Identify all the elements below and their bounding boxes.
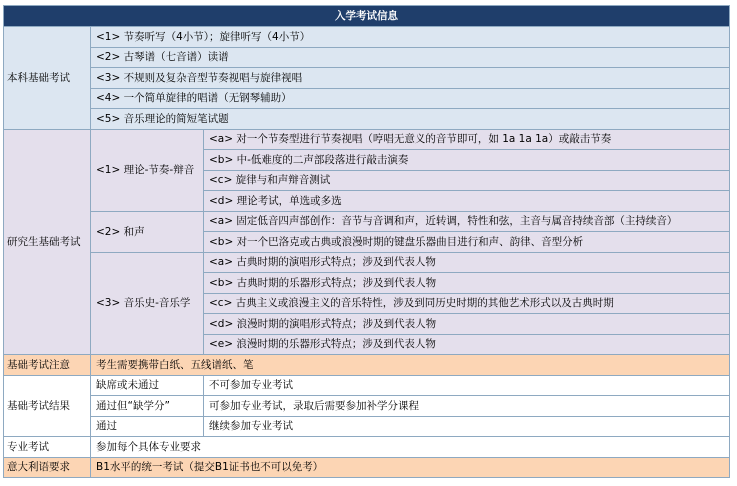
undergrad-exam-header: 本科基础考试: [4, 27, 91, 130]
grad-item: <a> 固定低音四声部创作：音节与音调和声，近转调，特性和弦，主音与属音持续音部（主持续音）: [204, 211, 730, 232]
italian-requirement-text: B1水平的统一考试（提交B1证书也不可以免考）: [91, 457, 730, 478]
grad-item: <d> 浪漫时期的演唱形式特点；涉及到代表人物: [204, 314, 730, 335]
grad-group-harmony-label: <2> 和声: [91, 211, 204, 252]
grad-item: <c> 旋律与和声辩音测试: [204, 170, 730, 191]
exam-notes-text: 考生需要携带白纸、五线谱纸、笔: [91, 355, 730, 376]
grad-item: <b> 对一个巴洛克或古典或浪漫时期的键盘乐器曲目进行和声、韵律、音型分析: [204, 232, 730, 253]
result-outcome: 不可参加专业考试: [204, 375, 730, 396]
undergrad-item: <5> 音乐理论的简短笔试题: [91, 109, 730, 130]
undergrad-item: <1> 节奏听写（4小节）；旋律听写（4小节）: [91, 27, 730, 48]
undergrad-item: <3> 不规则及复杂音型节奏视唱与旋律视唱: [91, 68, 730, 89]
exam-notes-header: 基础考试注意: [4, 355, 91, 376]
grad-item: <a> 古典时期的演唱形式特点；涉及到代表人物: [204, 252, 730, 273]
italian-requirement-header: 意大利语要求: [4, 457, 91, 478]
grad-group-theory-label: <1> 理论-节奏-辩音: [91, 129, 204, 211]
undergrad-item: <4> 一个简单旋律的唱谱（无钢琴辅助）: [91, 88, 730, 109]
result-outcome: 继续参加专业考试: [204, 416, 730, 437]
table-title: 入学考试信息: [4, 6, 730, 27]
exam-results-header: 基础考试结果: [4, 375, 91, 437]
grad-item: <a> 对一个节奏型进行节奏视唱（哼唱无意义的音节即可，如 1a 1a 1a）或敲击节奏: [204, 129, 730, 150]
result-status: 缺席或未通过: [91, 375, 204, 396]
grad-item: <b> 中-低难度的二声部段落进行敲击演奏: [204, 150, 730, 171]
result-status: 通过但“缺学分”: [91, 396, 204, 417]
grad-item: <b> 古典时期的乐器形式特点；涉及到代表人物: [204, 273, 730, 294]
grad-item: <e> 浪漫时期的乐器形式特点；涉及到代表人物: [204, 334, 730, 355]
grad-group-history-label: <3> 音乐史-音乐学: [91, 252, 204, 355]
grad-item: <c> 古典主义或浪漫主义的音乐特性，涉及到同历史时期的其他艺术形式以及古典时期: [204, 293, 730, 314]
result-outcome: 可参加专业考试，录取后需要参加补学分课程: [204, 396, 730, 417]
grad-exam-header: 研究生基础考试: [4, 129, 91, 355]
major-exam-text: 参加每个具体专业要求: [91, 437, 730, 458]
admission-info-table: [3, 5, 730, 478]
undergrad-item: <2> 古琴谱（七音谱）读谱: [91, 47, 730, 68]
grad-item: <d> 理论考试，单选或多选: [204, 191, 730, 212]
result-status: 通过: [91, 416, 204, 437]
major-exam-header: 专业考试: [4, 437, 91, 458]
